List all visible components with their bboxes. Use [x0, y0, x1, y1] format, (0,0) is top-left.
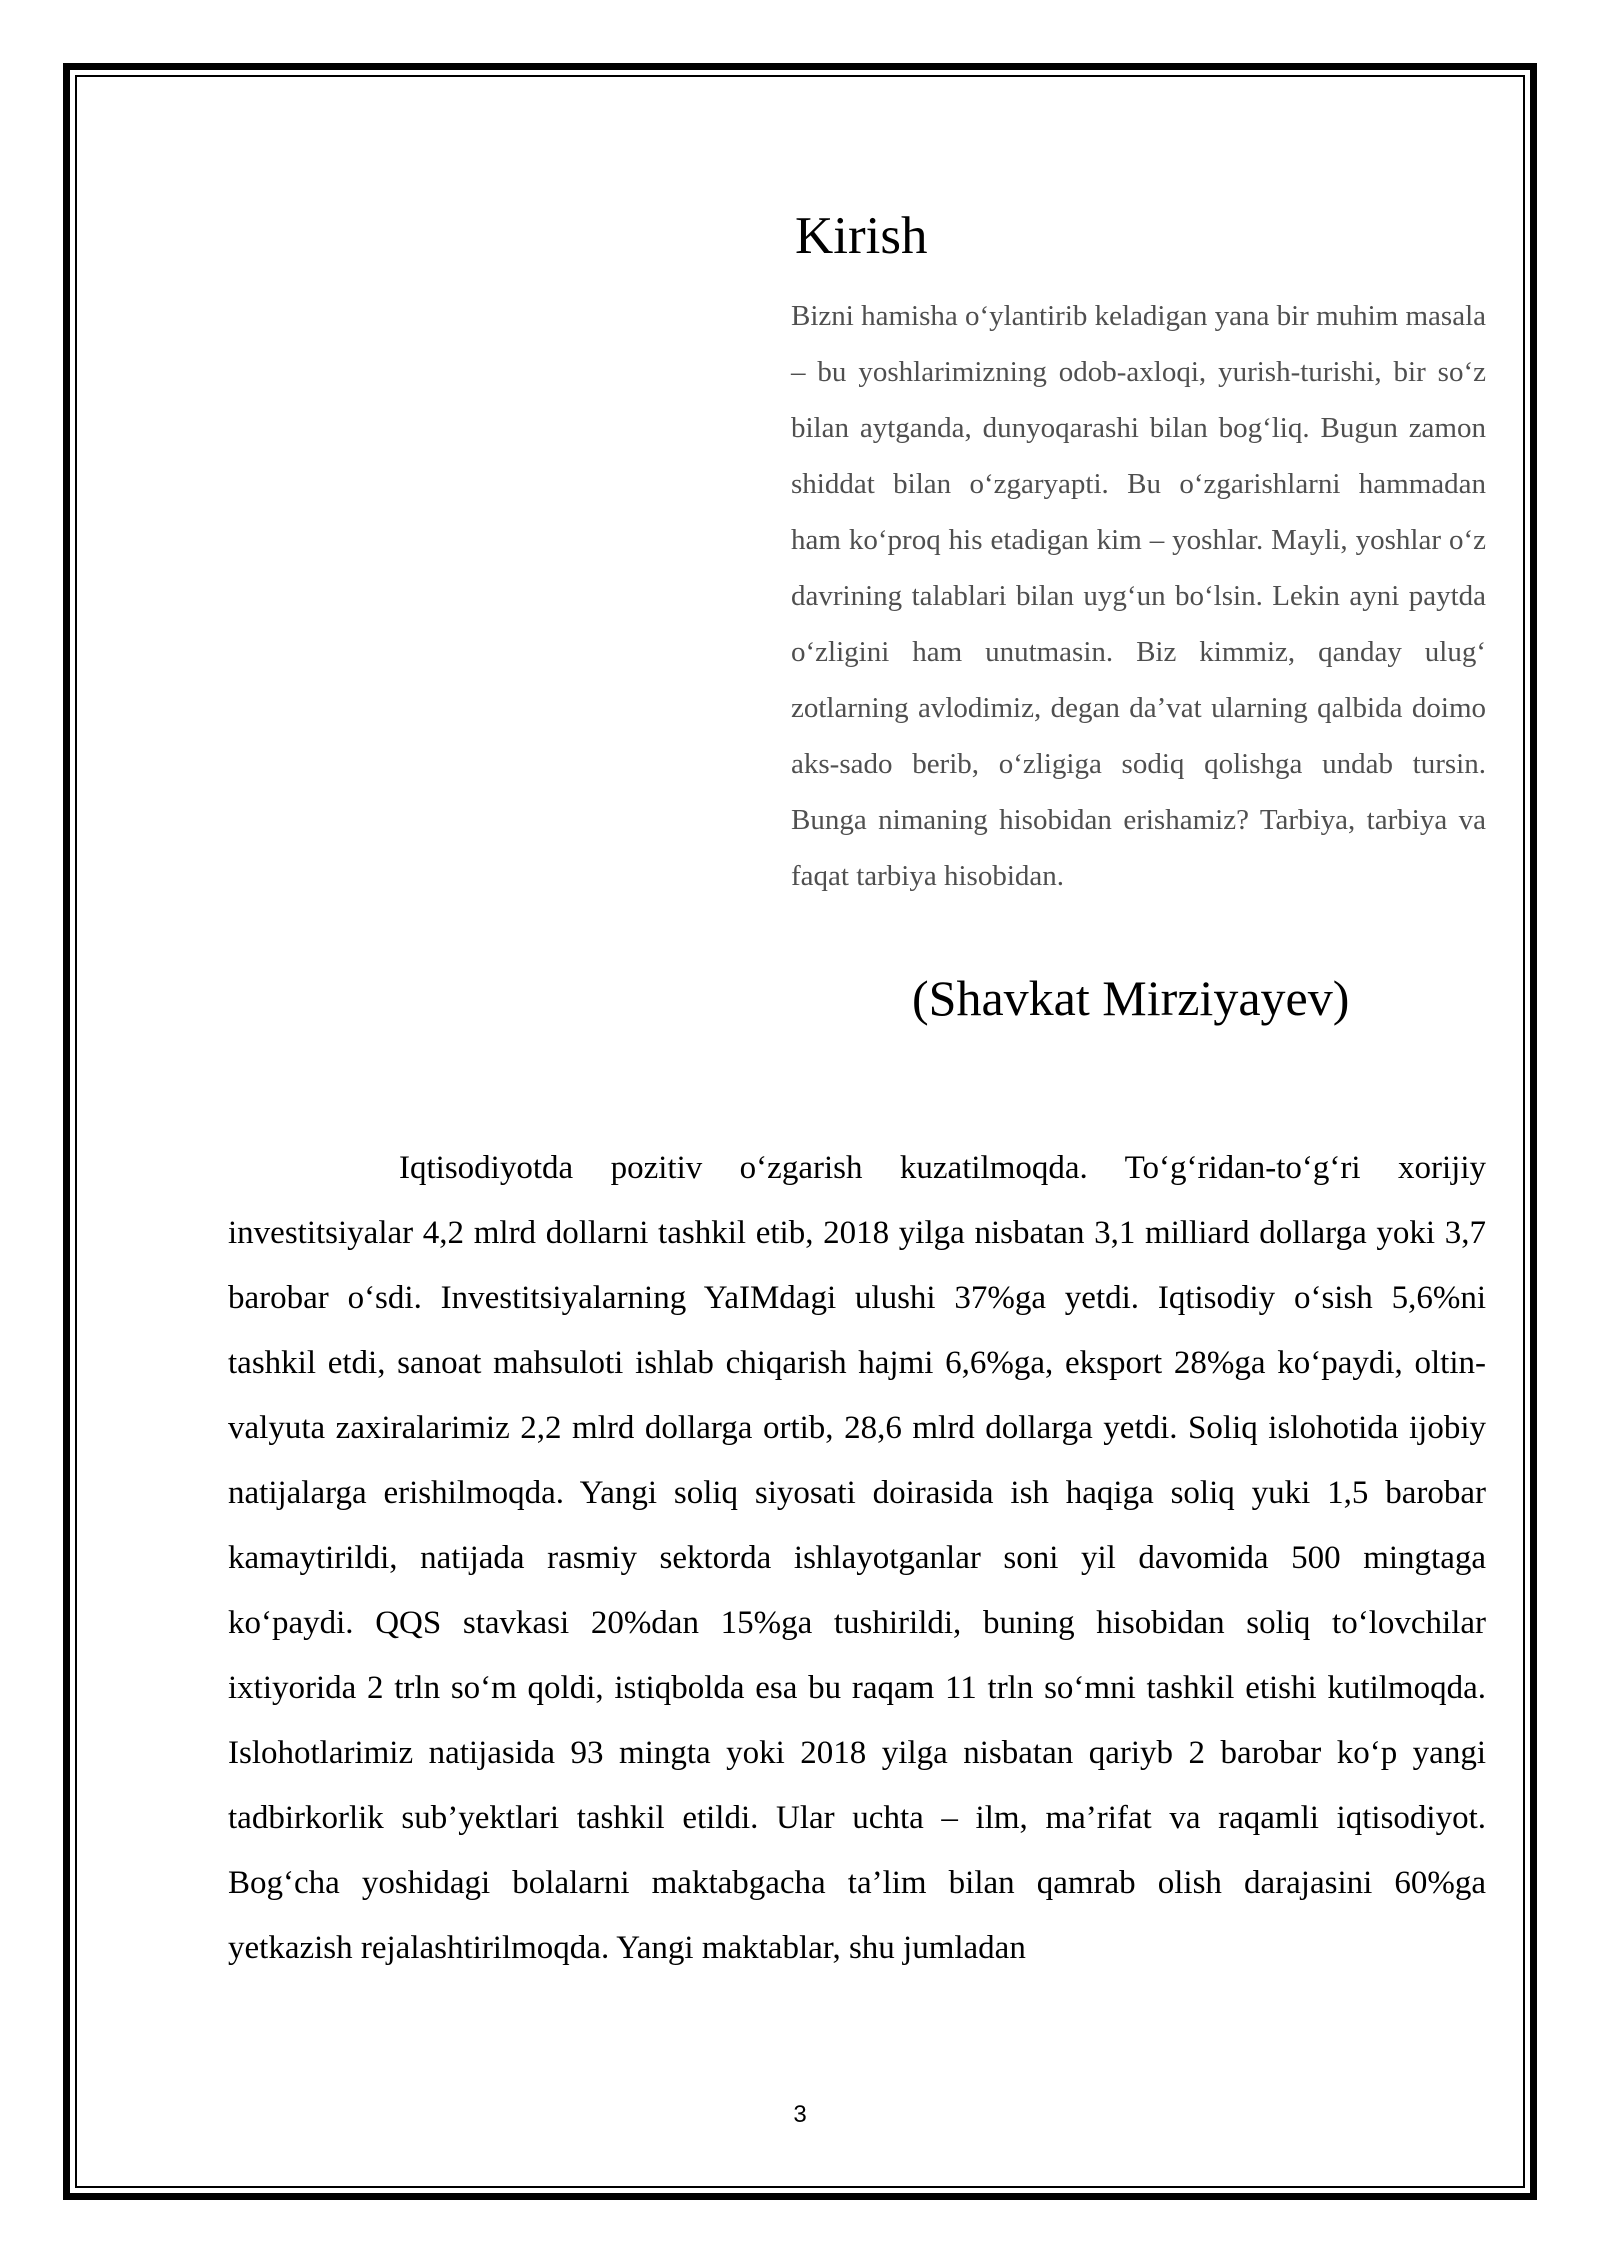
body-paragraph: Iqtisodiyotda pozitiv o‘zgarish kuzatilmoqda. To‘g‘ridan-to‘g‘ri xorijiy investitsiyalar 4,2 mlrd dollarni tashkil etib, 2018 yilga nisbatan 3,1 milliard dollarga yoki 3,7 barobar o‘sdi. Investitsiyalarning YaIMdagi ulushi 37%ga yetdi. Iqtisodiy o‘sish 5,6%ni tashkil etdi, sanoat mahsuloti ishlab chiqarish hajmi 6,6%ga, eksport 28%ga ko‘paydi, oltin-valyuta zaxiralarimiz 2,2 mlrd dollarga ortib, 28,6 mlrd dollarga yetdi. Soliq islohotida ijobiy natijalarga erishilmoqda. Yangi soliq siyosati doirasida ish haqiga soliq yuki 1,5 barobar kamaytirildi, natijada rasmiy sektorda ishlayotganlar soni yil davomida 500 mingtaga ko‘paydi. QQS stavkasi 20%dan 15%ga tushirildi, buning hisobidan soliq to‘lovchilar ixtiyorida 2 trln so‘m qoldi, istiqbolda esa bu raqam 11 trln so‘mni tashkil etishi kutilmoqda. Islohotlarimiz natijasida 93 mingta yoki 2018 yilga nisbatan qariyb 2 barobar ko‘p yangi tadbirkorlik sub’yektlari tashkil etildi. Ular uchta – ilm, ma’rifat va raqamli iqtisodiyot. Bog‘cha yoshidagi bolalarni maktabgacha ta’lim bilan qamrab olish darajasini 60%ga yetkazish rejalashtirilmoqda. Yangi maktablar, shu jumladan [228, 1150, 1486, 1966]
epigraph-author: (Shavkat Mirziyayev) [912, 970, 1350, 1026]
section-heading: Kirish [795, 207, 928, 265]
page-number: 3 [793, 2101, 807, 2128]
epigraph-quote: Bizni hamisha o‘ylantirib keladigan yana bir muhim masala – bu yoshlarimizning odob-axloqi, yurish-turishi, bir so‘z bilan aytganda, dunyoqarashi bilan bog‘liq. Bugun zamon shiddat bilan o‘zgaryapti. Bu o‘zgarishlarni hammadan ham ko‘proq his etadigan kim – yoshlar. Mayli, yoshlar o‘z davrining talablari bilan uyg‘un bo‘lsin. Lekin ayni paytda o‘zligini ham unutmasin. Biz kimmiz, qanday ulug‘ zotlarning avlodimiz, degan da’vat ularning qalbida doimo aks-sado berib, o‘zligiga sodiq qolishga undab tursin. Bunga nimaning hisobidan erishamiz? Tarbiya, tarbiya va faqat tarbiya hisobidan. [791, 300, 1487, 892]
